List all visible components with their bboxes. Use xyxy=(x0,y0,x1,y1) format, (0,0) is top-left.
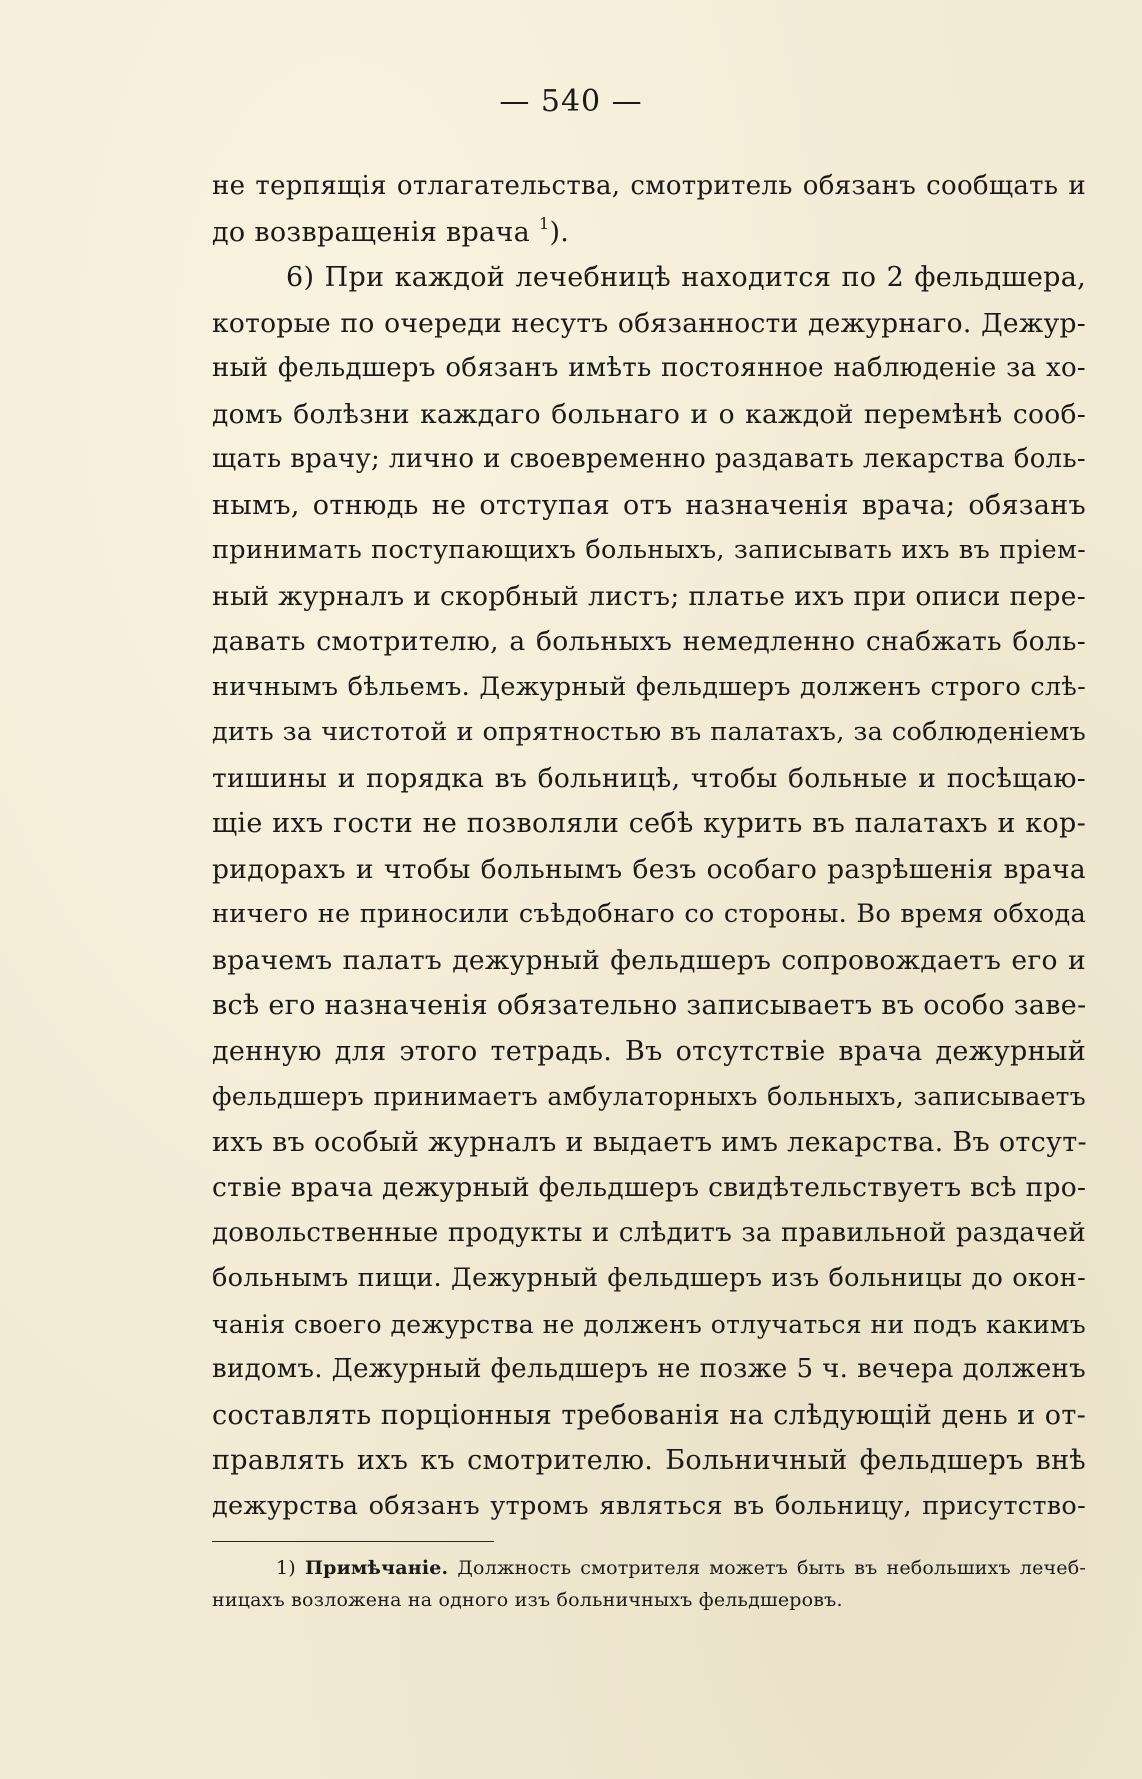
text-line-content: до возвращенія врача xyxy=(212,216,531,248)
text-line: нымъ, отнюдь не отступая отъ назначенія врача; обязанъ xyxy=(212,489,1086,521)
text-line: больнымъ пищи. Дежурный фельдшеръ изъ больницы до окон- xyxy=(212,1263,1086,1293)
text-line: домъ болѣзни каждаго больнаго и о каждой перемѣнѣ сооб- xyxy=(212,398,1086,430)
page-number: — 540 — xyxy=(499,84,643,119)
text-line: довольственные продукты и слѣдитъ за правильной раздачей xyxy=(212,1217,1086,1248)
paragraph-start-line: 6) При каждой лечебницѣ находится по 2 фельдшера, xyxy=(286,262,1086,293)
text-line: денную для этого тетрадь. Въ отсутствіе врача дежурный xyxy=(212,1035,1086,1067)
text-line: ствіе врача дежурный фельдшеръ свидѣтельствуетъ всѣ про- xyxy=(212,1172,1087,1203)
text-line: дежурства обязанъ утромъ являться въ больницу, присутство- xyxy=(212,1490,1086,1521)
text-line: ничнымъ бѣльемъ. Дежурный фельдшеръ долженъ строго слѣ- xyxy=(212,671,1086,702)
text-line: врачемъ палатъ дежурный фельдшеръ сопровождаетъ его и xyxy=(212,944,1086,976)
text-line: ничего не приносили съѣдобнаго со стороны. Во время обхода xyxy=(212,899,1086,929)
text-line: видомъ. Дежурный фельдшеръ не позже 5 ч. вечера долженъ xyxy=(212,1354,1086,1384)
text-line xyxy=(212,210,1086,256)
footnote-marker: 1) xyxy=(276,1557,296,1579)
footnote-line xyxy=(212,1552,1086,1584)
text-line: дить за чистотой и опрятностью въ палатахъ, за соблюденіемъ xyxy=(212,717,1086,747)
main-text xyxy=(212,164,1086,1529)
text-line: чанія своего дежурства не долженъ отлучаться ни подъ какимъ xyxy=(212,1309,1086,1339)
text-line: правлять ихъ къ смотрителю. Больничный фельдшеръ внѣ xyxy=(212,1445,1086,1476)
footnote-text: Должность смотрителя можетъ быть въ небольшихъ лечеб- xyxy=(457,1557,1086,1579)
text-line: не терпящія отлагательства, смотритель обязанъ сообщать и xyxy=(212,171,1086,201)
footnote-line: ницахъ возложена на одного изъ больничныхъ фельдшеровъ. xyxy=(212,1589,843,1611)
text-line: которые по очереди несутъ обязанности дежурнаго. Дежур- xyxy=(212,307,1086,339)
footnote-reference: 1 xyxy=(538,213,550,233)
text-line: всѣ его назначенія обязательно записываетъ въ особо заве- xyxy=(212,990,1087,1021)
footnote xyxy=(212,1552,1086,1616)
footnote-reference-close: ). xyxy=(549,216,570,248)
text-line: принимать поступающихъ больныхъ, записывать ихъ въ пріем- xyxy=(212,535,1086,565)
text-line: фельдшеръ принимаетъ амбулаторныхъ больныхъ, записываетъ xyxy=(212,1082,1086,1111)
text-line: щіе ихъ гости не позволяли себѣ курить въ палатахъ и кор- xyxy=(212,808,1086,839)
text-line: тишины и порядка въ больницѣ, чтобы больные и посѣщаю- xyxy=(212,762,1086,794)
text-line: ридорахъ и чтобы больнымъ безъ особаго разрѣшенія врача xyxy=(212,853,1086,885)
text-line: ихъ въ особый журналъ и выдаетъ имъ лекарства. Въ отсут- xyxy=(212,1126,1087,1158)
text-line: составлять порціонныя требованія на слѣдующій день и от- xyxy=(212,1399,1086,1431)
text-line: ный фельдшеръ обязанъ имѣть постоянное наблюденіе за хо- xyxy=(212,353,1086,383)
footnote-heading: Примѣчаніе. xyxy=(304,1557,449,1579)
text-line: щать врачу; лично и своевременно раздавать лекарства боль- xyxy=(212,444,1086,474)
footnote-divider xyxy=(212,1541,494,1542)
text-line: давать смотрителю, а больныхъ немедленно снабжать боль- xyxy=(212,626,1086,657)
text-line: ный журналъ и скорбный листъ; платье ихъ при описи пере- xyxy=(212,580,1086,612)
